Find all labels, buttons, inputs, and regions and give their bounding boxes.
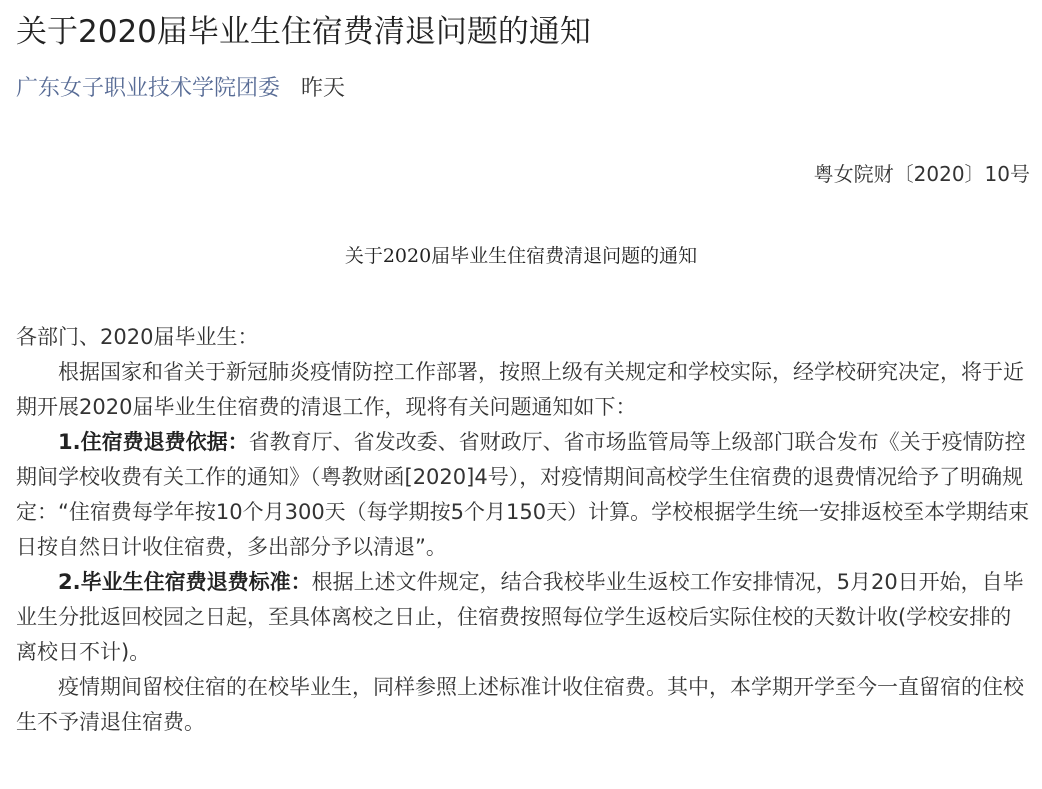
document-body <box>16 320 1032 740</box>
article-title: 关于2020届毕业生住宿费清退问题的通知 <box>16 14 591 50</box>
item-1-paragraph <box>16 425 1032 565</box>
document-subtitle: 关于2020届毕业生住宿费清退问题的通知 <box>344 245 698 267</box>
intro-paragraph: 根据国家和省关于新冠肺炎疫情防控工作部署，按照上级有关规定和学校实际，经学校研究决定，将于近期开展2020届毕业生住宿费的清退工作，现将有关问题通知如下： <box>16 360 1024 419</box>
closing-paragraph: 疫情期间留校住宿的在校毕业生，同样参照上述标准计收住宿费。其中，本学期开学至今一直留宿的住校生不予清退住宿费。 <box>16 675 1024 734</box>
item-1-heading: 1.住宿费退费依据： <box>58 430 249 454</box>
article-meta <box>16 74 345 104</box>
item-2-paragraph <box>16 565 1032 670</box>
publish-time: 昨天 <box>301 76 346 101</box>
document-number: 粤女院财〔2020〕10号 <box>813 162 1030 186</box>
account-name-link[interactable]: 广东女子职业技术学院团委 <box>16 76 281 101</box>
item-1-text: 省教育厅、省发改委、省财政厅、省市场监管局等上级部门联合发布《关于疫情防控期间学校收费有关工作的通知》（粤教财函[2020]4号），对疫情期间高校学生住宿费的退费情况给予了明确规定：“住宿费每学年按10个月300天（每学期按5个月150天）计算。学校根据学生统一安排返校至本学期结束日按自然日计收住宿费，多出部分予以清退”。 <box>16 430 1030 559</box>
item-2-text: 根据上述文件规定，结合我校毕业生返校工作安排情况，5月20日开始，自毕业生分批返回校园之日起，至具体离校之日止，住宿费按照每位学生返校后实际住校的天数计收(学校安排的离校日不计)。 <box>16 570 1024 664</box>
salutation: 各部门、2020届毕业生： <box>16 325 259 349</box>
item-2-heading: 2.毕业生住宿费退费标准： <box>58 570 312 594</box>
